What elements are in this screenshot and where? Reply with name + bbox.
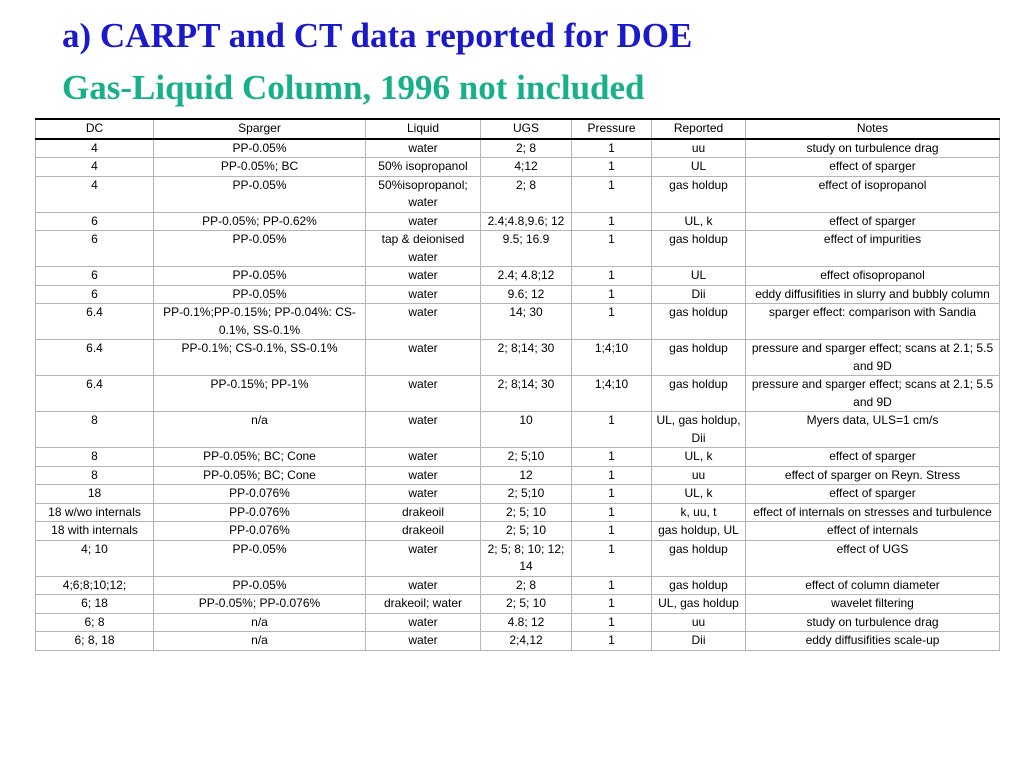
cell-reported: k, uu, t bbox=[652, 503, 746, 522]
cell-ugs: 2; 8;14; 30 bbox=[481, 340, 572, 376]
cell-sparger: PP-0.1%; CS-0.1%, SS-0.1% bbox=[154, 340, 366, 376]
table-row bbox=[36, 212, 1000, 231]
cell-reported: gas holdup bbox=[652, 340, 746, 376]
cell-ugs: 12 bbox=[481, 466, 572, 485]
cell-liquid: water bbox=[366, 376, 481, 412]
cell-dc: 4;6;8;10;12; bbox=[36, 576, 154, 595]
table-row bbox=[36, 503, 1000, 522]
cell-sparger: PP-0.05%; BC bbox=[154, 158, 366, 177]
cell-pressure: 1 bbox=[572, 595, 652, 614]
cell-notes: effect of sparger bbox=[746, 212, 1000, 231]
table-row bbox=[36, 176, 1000, 212]
cell-sparger: PP-0.05% bbox=[154, 267, 366, 286]
cell-reported: uu bbox=[652, 613, 746, 632]
header-pressure: Pressure bbox=[572, 119, 652, 139]
table-row bbox=[36, 158, 1000, 177]
cell-dc: 6.4 bbox=[36, 376, 154, 412]
cell-sparger: PP-0.05% bbox=[154, 576, 366, 595]
header-ugs: UGS bbox=[481, 119, 572, 139]
cell-ugs: 2.4; 4.8;12 bbox=[481, 267, 572, 286]
cell-dc: 6 bbox=[36, 231, 154, 267]
cell-pressure: 1 bbox=[572, 613, 652, 632]
cell-pressure: 1 bbox=[572, 466, 652, 485]
cell-pressure: 1;4;10 bbox=[572, 376, 652, 412]
cell-dc: 6 bbox=[36, 212, 154, 231]
cell-ugs: 2; 5; 10 bbox=[481, 522, 572, 541]
cell-pressure: 1 bbox=[572, 576, 652, 595]
cell-reported: uu bbox=[652, 466, 746, 485]
cell-notes: study on turbulence drag bbox=[746, 613, 1000, 632]
cell-dc: 6; 8 bbox=[36, 613, 154, 632]
cell-reported: UL, k bbox=[652, 485, 746, 504]
cell-ugs: 2;4,12 bbox=[481, 632, 572, 651]
cell-pressure: 1 bbox=[572, 632, 652, 651]
cell-pressure: 1 bbox=[572, 412, 652, 448]
cell-sparger: PP-0.05%; PP-0.62% bbox=[154, 212, 366, 231]
cell-dc: 18 with internals bbox=[36, 522, 154, 541]
cell-liquid: 50% isopropanol bbox=[366, 158, 481, 177]
cell-sparger: PP-0.1%;PP-0.15%; PP-0.04%: CS-0.1%, SS-0.1% bbox=[154, 304, 366, 340]
cell-liquid: water bbox=[366, 267, 481, 286]
cell-liquid: water bbox=[366, 304, 481, 340]
cell-dc: 6; 8, 18 bbox=[36, 632, 154, 651]
header-notes: Notes bbox=[746, 119, 1000, 139]
cell-notes: eddy diffusifities in slurry and bubbly column bbox=[746, 285, 1000, 304]
cell-reported: gas holdup bbox=[652, 231, 746, 267]
cell-sparger: PP-0.05%; BC; Cone bbox=[154, 448, 366, 467]
cell-ugs: 2; 5;10 bbox=[481, 448, 572, 467]
cell-dc: 6 bbox=[36, 267, 154, 286]
cell-dc: 6.4 bbox=[36, 340, 154, 376]
cell-ugs: 2; 8 bbox=[481, 576, 572, 595]
cell-liquid: water bbox=[366, 485, 481, 504]
cell-liquid: water bbox=[366, 340, 481, 376]
cell-pressure: 1 bbox=[572, 285, 652, 304]
cell-pressure: 1 bbox=[572, 139, 652, 158]
cell-ugs: 2; 5; 8; 10; 12; 14 bbox=[481, 540, 572, 576]
cell-reported: UL, gas holdup, Dii bbox=[652, 412, 746, 448]
cell-dc: 6; 18 bbox=[36, 595, 154, 614]
cell-ugs: 14; 30 bbox=[481, 304, 572, 340]
cell-reported: UL, k bbox=[652, 212, 746, 231]
table-row bbox=[36, 304, 1000, 340]
table-row bbox=[36, 376, 1000, 412]
cell-liquid: water bbox=[366, 412, 481, 448]
cell-notes: effect of sparger on Reyn. Stress bbox=[746, 466, 1000, 485]
cell-reported: UL, gas holdup bbox=[652, 595, 746, 614]
cell-dc: 4; 10 bbox=[36, 540, 154, 576]
cell-reported: Dii bbox=[652, 285, 746, 304]
cell-pressure: 1 bbox=[572, 231, 652, 267]
cell-sparger: PP-0.05% bbox=[154, 139, 366, 158]
data-table bbox=[35, 118, 1000, 651]
cell-liquid: drakeoil; water bbox=[366, 595, 481, 614]
cell-notes: effect of sparger bbox=[746, 158, 1000, 177]
cell-liquid: water bbox=[366, 632, 481, 651]
cell-liquid: tap & deionised water bbox=[366, 231, 481, 267]
header-dc: DC bbox=[36, 119, 154, 139]
cell-liquid: drakeoil bbox=[366, 522, 481, 541]
cell-dc: 6 bbox=[36, 285, 154, 304]
table-row bbox=[36, 267, 1000, 286]
cell-notes: effect of isopropanol bbox=[746, 176, 1000, 212]
cell-pressure: 1;4;10 bbox=[572, 340, 652, 376]
cell-liquid: water bbox=[366, 448, 481, 467]
cell-pressure: 1 bbox=[572, 267, 652, 286]
table-row bbox=[36, 412, 1000, 448]
cell-ugs: 2; 8;14; 30 bbox=[481, 376, 572, 412]
cell-reported: gas holdup bbox=[652, 304, 746, 340]
cell-sparger: PP-0.15%; PP-1% bbox=[154, 376, 366, 412]
cell-dc: 4 bbox=[36, 158, 154, 177]
cell-ugs: 2; 8 bbox=[481, 176, 572, 212]
cell-reported: gas holdup bbox=[652, 576, 746, 595]
cell-notes: effect of column diameter bbox=[746, 576, 1000, 595]
cell-liquid: water bbox=[366, 139, 481, 158]
cell-ugs: 4;12 bbox=[481, 158, 572, 177]
cell-notes: effect of UGS bbox=[746, 540, 1000, 576]
cell-liquid: water bbox=[366, 466, 481, 485]
cell-ugs: 2; 8 bbox=[481, 139, 572, 158]
cell-ugs: 2; 5; 10 bbox=[481, 595, 572, 614]
table-row bbox=[36, 613, 1000, 632]
cell-dc: 4 bbox=[36, 139, 154, 158]
cell-sparger: PP-0.076% bbox=[154, 503, 366, 522]
cell-liquid: drakeoil bbox=[366, 503, 481, 522]
cell-pressure: 1 bbox=[572, 212, 652, 231]
table-row bbox=[36, 448, 1000, 467]
cell-ugs: 9.5; 16.9 bbox=[481, 231, 572, 267]
cell-sparger: PP-0.05% bbox=[154, 231, 366, 267]
cell-pressure: 1 bbox=[572, 522, 652, 541]
cell-liquid: water bbox=[366, 285, 481, 304]
cell-reported: gas holdup bbox=[652, 540, 746, 576]
cell-notes: wavelet filtering bbox=[746, 595, 1000, 614]
cell-ugs: 2; 5;10 bbox=[481, 485, 572, 504]
cell-dc: 8 bbox=[36, 466, 154, 485]
cell-notes: effect ofisopropanol bbox=[746, 267, 1000, 286]
table-row bbox=[36, 340, 1000, 376]
cell-ugs: 2.4;4.8,9.6; 12 bbox=[481, 212, 572, 231]
cell-pressure: 1 bbox=[572, 158, 652, 177]
cell-ugs: 2; 5; 10 bbox=[481, 503, 572, 522]
table-row bbox=[36, 540, 1000, 576]
cell-liquid: water bbox=[366, 613, 481, 632]
cell-notes: pressure and sparger effect; scans at 2.1; 5.5 and 9D bbox=[746, 340, 1000, 376]
table-row bbox=[36, 466, 1000, 485]
cell-sparger: PP-0.05% bbox=[154, 285, 366, 304]
table-row bbox=[36, 139, 1000, 158]
cell-ugs: 9.6; 12 bbox=[481, 285, 572, 304]
table-row bbox=[36, 285, 1000, 304]
cell-sparger: n/a bbox=[154, 613, 366, 632]
cell-sparger: PP-0.076% bbox=[154, 485, 366, 504]
cell-sparger: PP-0.05%; BC; Cone bbox=[154, 466, 366, 485]
table-row bbox=[36, 231, 1000, 267]
cell-reported: uu bbox=[652, 139, 746, 158]
cell-sparger: n/a bbox=[154, 632, 366, 651]
cell-pressure: 1 bbox=[572, 176, 652, 212]
cell-reported: UL, k bbox=[652, 448, 746, 467]
cell-notes: effect of internals bbox=[746, 522, 1000, 541]
cell-pressure: 1 bbox=[572, 540, 652, 576]
header-sparger: Sparger bbox=[154, 119, 366, 139]
cell-dc: 4 bbox=[36, 176, 154, 212]
cell-liquid: water bbox=[366, 212, 481, 231]
cell-pressure: 1 bbox=[572, 448, 652, 467]
cell-notes: Myers data, ULS=1 cm/s bbox=[746, 412, 1000, 448]
cell-reported: gas holdup, UL bbox=[652, 522, 746, 541]
table-row bbox=[36, 576, 1000, 595]
cell-sparger: PP-0.05%; PP-0.076% bbox=[154, 595, 366, 614]
cell-notes: pressure and sparger effect; scans at 2.1; 5.5 and 9D bbox=[746, 376, 1000, 412]
slide-title: a) CARPT and CT data reported for DOE bbox=[62, 16, 693, 55]
cell-notes: sparger effect: comparison with Sandia bbox=[746, 304, 1000, 340]
cell-reported: Dii bbox=[652, 632, 746, 651]
cell-dc: 18 bbox=[36, 485, 154, 504]
table-row bbox=[36, 485, 1000, 504]
cell-ugs: 10 bbox=[481, 412, 572, 448]
cell-ugs: 4.8; 12 bbox=[481, 613, 572, 632]
cell-liquid: water bbox=[366, 540, 481, 576]
cell-reported: gas holdup bbox=[652, 176, 746, 212]
cell-liquid: 50%isopropanol; water bbox=[366, 176, 481, 212]
table-row bbox=[36, 522, 1000, 541]
cell-sparger: PP-0.05% bbox=[154, 176, 366, 212]
header-reported: Reported bbox=[652, 119, 746, 139]
cell-liquid: water bbox=[366, 576, 481, 595]
cell-dc: 8 bbox=[36, 448, 154, 467]
cell-notes: study on turbulence drag bbox=[746, 139, 1000, 158]
cell-notes: effect of sparger bbox=[746, 448, 1000, 467]
cell-dc: 18 w/wo internals bbox=[36, 503, 154, 522]
cell-reported: UL bbox=[652, 267, 746, 286]
cell-dc: 8 bbox=[36, 412, 154, 448]
table-body bbox=[36, 139, 1000, 651]
table-row bbox=[36, 595, 1000, 614]
cell-sparger: PP-0.076% bbox=[154, 522, 366, 541]
cell-reported: UL bbox=[652, 158, 746, 177]
header-liquid: Liquid bbox=[366, 119, 481, 139]
slide-subtitle: Gas-Liquid Column, 1996 not included bbox=[62, 68, 645, 107]
table-row bbox=[36, 632, 1000, 651]
cell-pressure: 1 bbox=[572, 485, 652, 504]
cell-pressure: 1 bbox=[572, 503, 652, 522]
header-row bbox=[36, 119, 1000, 139]
cell-notes: effect of impurities bbox=[746, 231, 1000, 267]
cell-sparger: PP-0.05% bbox=[154, 540, 366, 576]
cell-dc: 6.4 bbox=[36, 304, 154, 340]
cell-reported: gas holdup bbox=[652, 376, 746, 412]
cell-pressure: 1 bbox=[572, 304, 652, 340]
cell-notes: effect of internals on stresses and turbulence bbox=[746, 503, 1000, 522]
cell-notes: effect of sparger bbox=[746, 485, 1000, 504]
cell-sparger: n/a bbox=[154, 412, 366, 448]
cell-notes: eddy diffusifities scale-up bbox=[746, 632, 1000, 651]
